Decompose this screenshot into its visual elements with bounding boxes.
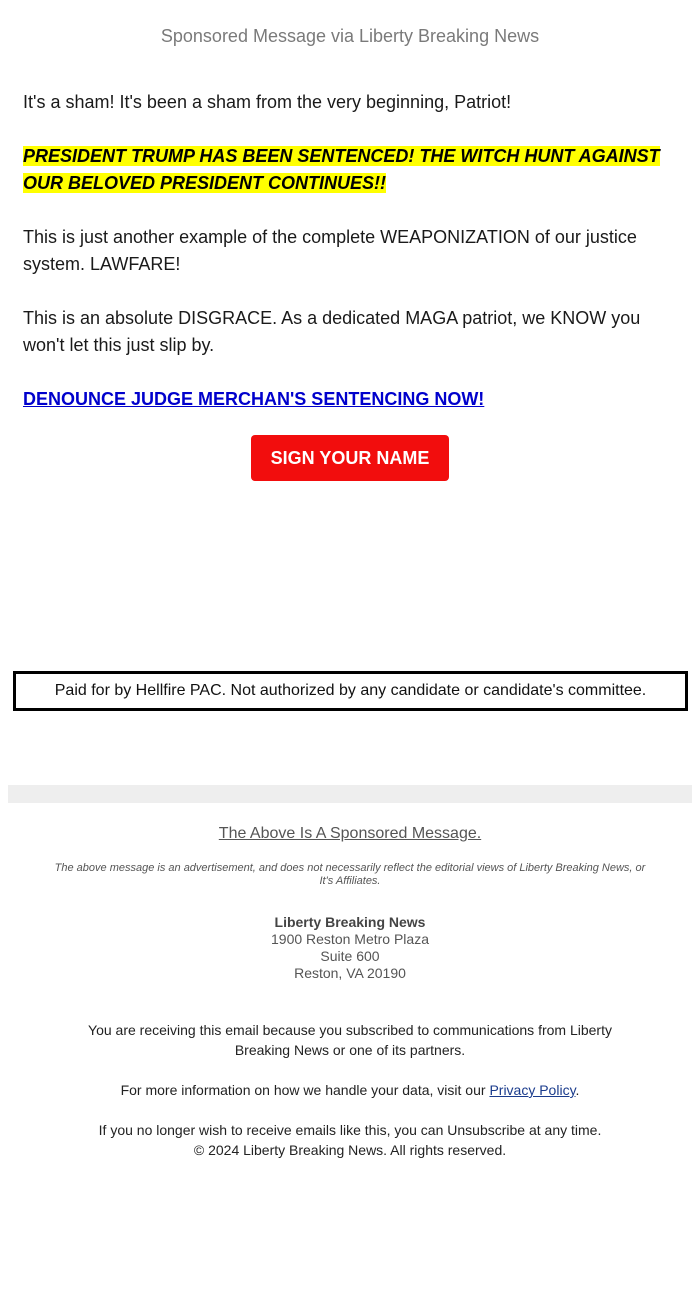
email-footer (0, 824, 700, 1160)
data-info (70, 1080, 630, 1100)
receiving-notice: You are receiving this email because you subscribed to communications from Liberty Breaking News or one of its partners. (88, 1022, 612, 1058)
footer-divider (8, 785, 692, 803)
alert-highlight: PRESIDENT TRUMP HAS BEEN SENTENCED! THE WITCH HUNT AGAINST OUR BELOVED PRESIDENT CONTINUES!! (23, 146, 660, 193)
unsubscribe-notice: If you no longer wish to receive emails like this, you can Unsubscribe at any time. (98, 1122, 602, 1138)
weaponization-text: This is just another example of the complete WEAPONIZATION of our justice system. LAWFARE! (23, 227, 637, 274)
mailing-address (0, 914, 700, 982)
paid-for-disclaimer: Paid for by Hellfire PAC. Not authorized by any candidate or candidate's committee. (13, 671, 688, 711)
address-line-1: 1900 Reston Metro Plaza (271, 931, 429, 947)
address-line-2: Suite 600 (320, 948, 380, 964)
sponsored-header: Sponsored Message via Liberty Breaking News (160, 26, 540, 46)
sign-your-name-button[interactable]: SIGN YOUR NAME (251, 435, 449, 481)
alert-headline (23, 143, 673, 197)
advertisement-note: The above message is an advertisement, and does not necessarily reflect the editorial views of Liberty Breaking News, or It's Affiliates. (54, 862, 646, 887)
copyright: © 2024 Liberty Breaking News. All rights reserved. (193, 1142, 507, 1158)
disgrace-text: This is an absolute DISGRACE. As a dedicated MAGA patriot, we KNOW you won't let this just slip by. (23, 308, 641, 355)
sponsored-message-link[interactable]: The Above Is A Sponsored Message. (218, 825, 482, 842)
org-name: Liberty Breaking News (274, 914, 426, 930)
data-info-prefix: For more information on how we handle your data, visit our (120, 1082, 486, 1098)
denounce-link[interactable]: DENOUNCE JUDGE MERCHAN'S SENTENCING NOW! (23, 389, 485, 409)
data-info-suffix: . (575, 1082, 580, 1098)
address-line-3: Reston, VA 20190 (294, 965, 406, 981)
privacy-policy-link[interactable]: Privacy Policy (489, 1082, 576, 1098)
cta-button-container (0, 435, 700, 481)
message-body (23, 89, 673, 440)
footer-info (70, 1020, 630, 1160)
intro-text: It's a sham! It's been a sham from the very beginning, Patriot! (23, 92, 512, 112)
